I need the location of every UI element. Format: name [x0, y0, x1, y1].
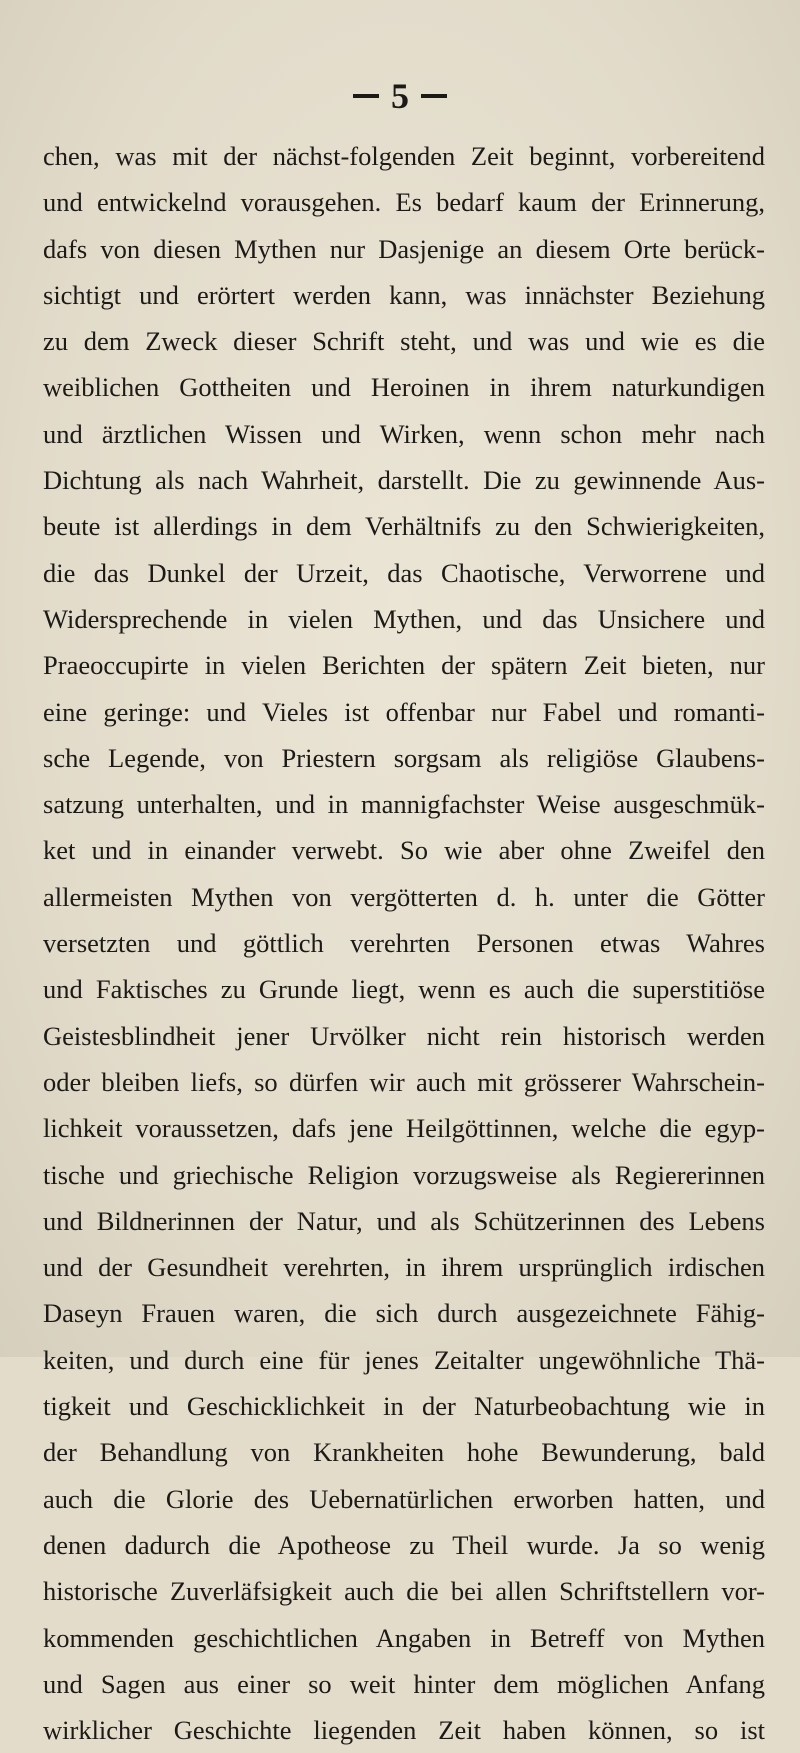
- text-line: weiblichen Gottheiten und Heroinen in ihrem naturkundigen: [43, 372, 765, 403]
- header-dash-left: [353, 94, 379, 98]
- text-line: historische Zuverläfsigkeit auch die bei allen Schriftstellern vor-: [43, 1576, 765, 1607]
- text-line: oder bleiben liefs, so dürfen wir auch mit grösserer Wahrschein-: [43, 1066, 765, 1097]
- text-line: sche Legende, von Priestern sorgsam als religiöse Glaubens-: [43, 742, 765, 773]
- text-line: lichkeit voraussetzen, dafs jene Heilgöttinnen, welche die egyp-: [43, 1113, 765, 1144]
- text-line: satzung unterhalten, und in mannigfachster Weise ausgeschmük-: [43, 789, 765, 820]
- text-line: keiten, und durch eine für jenes Zeitalter ungewöhnliche Thä-: [43, 1344, 765, 1375]
- text-line: chen, was mit der nächst-folgenden Zeit beginnt, vorbereitend: [43, 141, 765, 171]
- page-number: 5: [391, 76, 409, 116]
- text-line: Geistesblindheit jener Urvölker nicht rein historisch werden: [43, 1020, 765, 1051]
- text-line: auch die Glorie des Uebernatürlichen erworben hatten, und: [43, 1483, 765, 1514]
- text-line: und Faktisches zu Grunde liegt, wenn es auch die superstitiöse: [43, 974, 765, 1005]
- text-line: allermeisten Mythen von vergötterten d. h. unter die Götter: [43, 881, 765, 912]
- text-line: versetzten und göttlich verehrten Personen etwas Wahres: [43, 928, 765, 959]
- text-line: dafs von diesen Mythen nur Dasjenige an diesem Orte berück-: [43, 233, 765, 264]
- text-line: zu dem Zweck dieser Schrift steht, und was und wie es die: [43, 326, 765, 357]
- text-line: tische und griechische Religion vorzugsweise als Regiererinnen: [43, 1159, 765, 1190]
- text-line: und ärztlichen Wissen und Wirken, wenn schon mehr nach: [43, 418, 765, 449]
- text-line: Praeoccupirte in vielen Berichten der spätern Zeit bieten, nur: [43, 650, 765, 681]
- text-line: beute ist allerdings in dem Verhältnifs zu den Schwierigkeiten,: [43, 511, 765, 542]
- page-header: [0, 78, 800, 118]
- text-line: denen dadurch die Apotheose zu Theil wurde. Ja so wenig: [43, 1529, 765, 1560]
- body-text: [43, 133, 765, 1753]
- text-line: eine geringe: und Vieles ist offenbar nur Fabel und romanti-: [43, 696, 765, 727]
- text-line: wirklicher Geschichte liegenden Zeit haben können, so ist: [43, 1715, 765, 1746]
- text-line: ket und in einander verwebt. So wie aber ohne Zweifel den: [43, 835, 765, 866]
- text-line: und entwickelnd vorausgehen. Es bedarf kaum der Erinnerung,: [43, 187, 765, 218]
- text-line: und der Gesundheit verehrten, in ihrem ursprünglich irdischen: [43, 1252, 765, 1283]
- text-line: und Bildnerinnen der Natur, und als Schützerinnen des Lebens: [43, 1205, 765, 1236]
- text-line: kommenden geschichtlichen Angaben in Betreff von Mythen: [43, 1622, 765, 1653]
- header-dash-right: [421, 94, 447, 98]
- text-line: und Sagen aus einer so weit hinter dem möglichen Anfang: [43, 1668, 765, 1699]
- text-line: der Behandlung von Krankheiten hohe Bewunderung, bald: [43, 1437, 765, 1468]
- text-line: Widersprechende in vielen Mythen, und das Unsichere und: [43, 603, 765, 634]
- text-line: Daseyn Frauen waren, die sich durch ausgezeichnete Fähig-: [43, 1298, 765, 1329]
- text-line: sichtigt und erörtert werden kann, was innächster Beziehung: [43, 279, 765, 310]
- text-line: die das Dunkel der Urzeit, das Chaotische, Verworrene und: [43, 557, 765, 588]
- text-line: tigkeit und Geschicklichkeit in der Naturbeobachtung wie in: [43, 1391, 765, 1422]
- text-line: Dichtung als nach Wahrheit, darstellt. Die zu gewinnende Aus-: [43, 465, 765, 496]
